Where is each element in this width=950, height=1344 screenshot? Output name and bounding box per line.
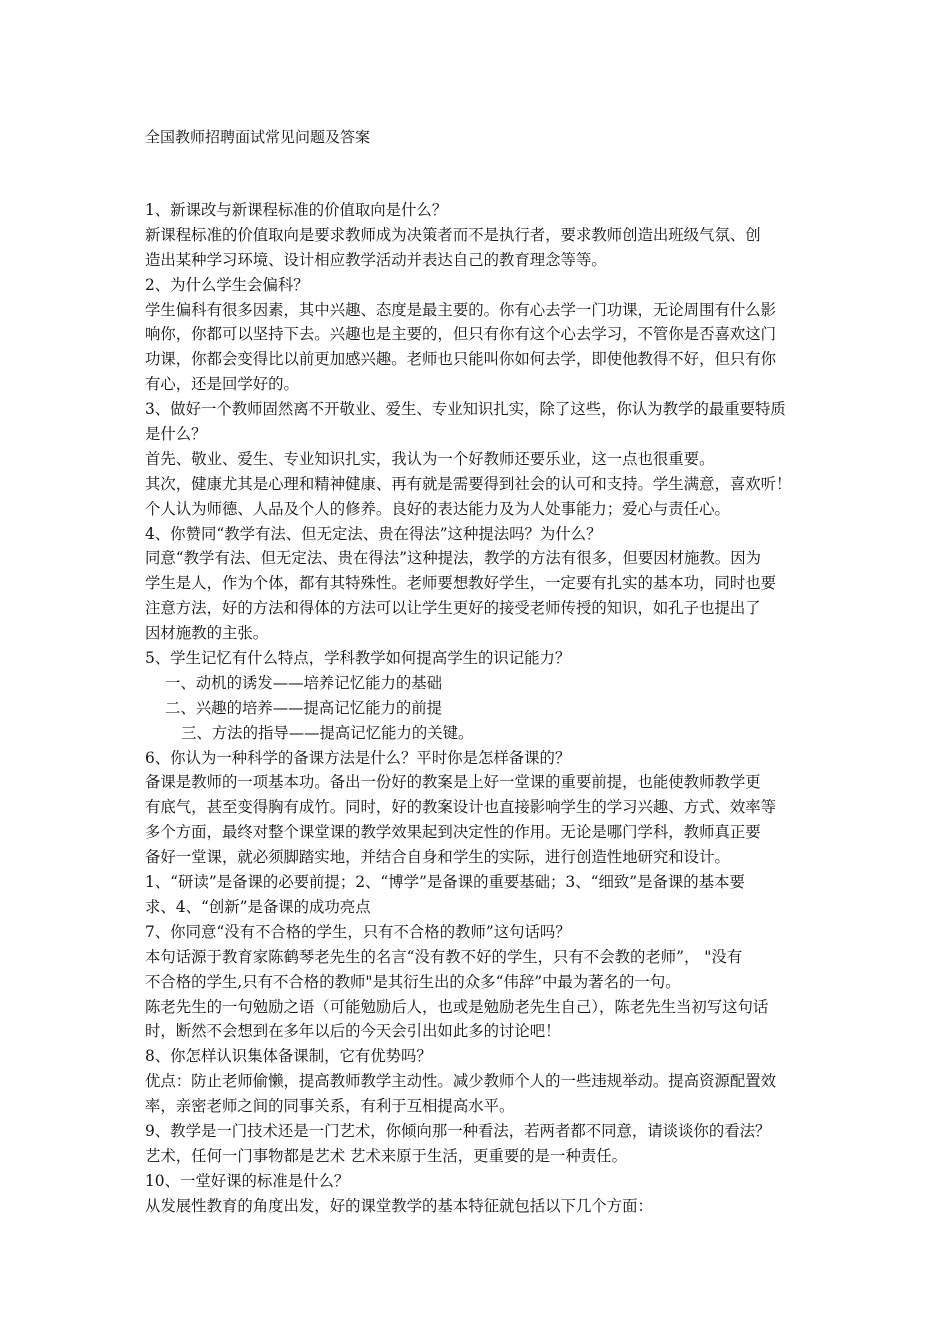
text-line: 新课程标准的价值取向是要求教师成为决策者而不是执行者，要求教师创造出班级气氛、创 [145,225,761,244]
text-line: 响你，你都可以坚持下去。兴趣也是主要的，但只有你有这个心去学习，不管你是否喜欢这门 [145,325,777,344]
text-line: 3、做好一个教师固然离不开敬业、爱生、专业知识扎实，除了这些，你认为教学的最重要特质 [145,400,786,419]
text-line: 是什么？ [145,425,207,444]
text-line: 有底气，甚至变得胸有成竹。同时，好的教案设计也直接影响学生的学习兴趣、方式、效率等 [145,798,777,817]
text-line: 2、为什么学生会偏科？ [145,275,309,294]
text-line: 同意“教学有法、但无定法、贵在得法”这种提法，教学的方法有很多，但要因材施教。因为 [145,549,761,568]
text-line: 备好一堂课，就必须脚踏实地，并结合自身和学生的实际，进行创造性地研究和设计。 [145,848,730,867]
text-line: 其次，健康尤其是心理和精神健康、再有就是需要得到社会的认可和支持。学生满意，喜欢听！ [145,474,792,493]
text-line: 求、4、“创新”是备课的成功亮点 [145,897,371,916]
text-line: 因材施教的主张。 [145,624,269,643]
text-line: 1、“研读”是备课的必要前提；2、“博学”是备课的重要基础；3、“细致”是备课的基本要 [145,873,745,892]
text-line: 8、你怎样认识集体备课制，它有优势吗？ [145,1047,432,1066]
text-line: 9、教学是一门技术还是一门艺术，你倾向那一种看法，若两者都不同意，请谈谈你的看法？ [145,1121,771,1140]
text-line: 4、你赞同“教学有法、但无定法、贵在得法”这种提法吗？为什么？ [145,524,602,543]
text-line: 7、你同意“没有不合格的学生，只有不合格的教师”这句话吗？ [145,922,571,941]
text-line: 本句话源于教育家陈鹤琴老先生的名言“没有教不好的学生，只有不会教的老师”， "没有 [145,947,743,966]
text-line: 多个方面，最终对整个课堂课的教学效果起到决定性的作用。无论是哪门学科，教师真正要 [145,823,761,842]
text-line: 功课，你都会变得比以前更加感兴趣。老师也只能叫你如何去学，即使他教得不好，但只有你 [145,350,777,369]
document-title: 全国教师招聘面试常见问题及答案 [145,128,371,146]
text-line: 率，亲密老师之间的同事关系，有利于互相提高水平。 [145,1097,515,1116]
text-line: 一、动机的诱发——培养记忆能力的基础 [165,673,443,692]
text-line: 不合格的学生,只有不合格的教师"是其衍生出的众多“伟辞”中最为著名的一句。 [145,972,681,991]
text-line: 优点：防止老师偷懒，提高教师教学主动性。减少教师个人的一些违规举动。提高资源配置效 [145,1072,777,1091]
text-line: 个人认为师德、人品及个人的修养。良好的表达能力及为人处事能力；爱心与责任心。 [145,499,730,518]
text-line: 学生偏科有很多因素，其中兴趣、态度是最主要的。你有心去学一门功课，无论周围有什么影 [145,300,777,319]
text-line: 三、方法的指导——提高记忆能力的关键。 [181,723,474,742]
text-line: 注意方法，好的方法和得体的方法可以让学生更好的接受老师传授的知识，如孔子也提出了 [145,599,761,618]
text-line: 10、一堂好课的标准是什么？ [145,1171,350,1190]
text-line: 5、学生记忆有什么特点，学科教学如何提高学生的识记能力？ [145,649,571,668]
text-line: 有心，还是回学好的。 [145,375,299,394]
text-line: 1、新课改与新课程标准的价值取向是什么？ [145,201,448,219]
document-body [145,198,813,1219]
text-line: 学生是人，作为个体，都有其特殊性。老师要想教好学生，一定要有扎实的基本功，同时也要 [145,574,777,593]
text-line: 时，断然不会想到在多年以后的今天会引出如此多的讨论吧！ [145,1022,561,1041]
text-line: 备课是教师的一项基本功。备出一份好的教案是上好一堂课的重要前提，也能使教师教学更 [145,773,761,792]
text-line: 二、兴趣的培养——提高记忆能力的前提 [165,698,443,717]
text-line: 首先、敬业、爱生、专业知识扎实，我认为一个好教师还要乐业，这一点也很重要。 [145,449,715,468]
text-line: 造出某种学习环境、设计相应教学活动并表达自己的教育理念等等。 [145,250,607,269]
text-line: 陈老先生的一句勉励之语（可能勉励后人，也或是勉励老先生自己），陈老先生当初写这句话 [145,997,769,1016]
text-line: 从发展性教育的角度出发，好的课堂教学的基本特征就包括以下几个方面： [145,1196,653,1215]
text-line: 艺术，任何一门事物都是艺术 艺术来原于生活，更重要的是一种责任。 [145,1146,628,1165]
text-line: 6、你认为一种科学的备课方法是什么？平时你是怎样备课的？ [145,748,571,767]
